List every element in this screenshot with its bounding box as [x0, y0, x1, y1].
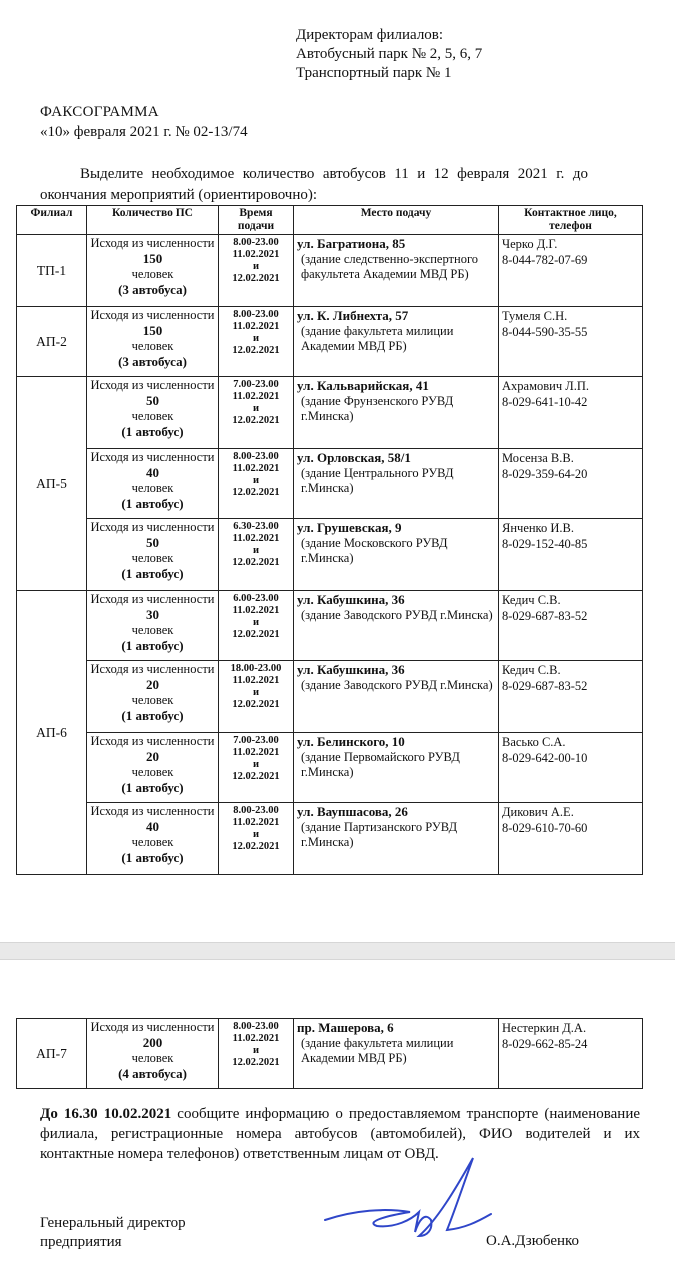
time-cell: [219, 1019, 294, 1089]
date-second: 12.02.2021: [232, 1057, 280, 1068]
quantity-unit: человек: [131, 267, 174, 281]
signer-title-line: Генеральный директор: [40, 1215, 186, 1231]
time-cell: [219, 803, 294, 875]
date-and: и: [252, 333, 260, 344]
time-cell: [219, 519, 294, 591]
time-range: 8.00-23.00: [233, 805, 279, 816]
place-cell: [294, 377, 499, 449]
signer-name: О.А.Дзюбенко: [486, 1233, 580, 1249]
handwritten-signature: [315, 1150, 495, 1250]
quantity-unit: человек: [131, 835, 174, 849]
contact-phone: 8-029-662-85-24: [502, 1037, 588, 1051]
quantity-cell: [87, 377, 219, 449]
bus-count: (1 автобус): [121, 496, 184, 511]
place-description: (здание Заводского РУВД г.Минска): [301, 678, 493, 692]
col-header-branch: Филиал: [17, 206, 87, 235]
contact-cell: [499, 519, 643, 591]
date-second: 12.02.2021: [232, 345, 280, 356]
date-and: и: [252, 403, 260, 414]
date-second: 12.02.2021: [232, 699, 280, 710]
bus-count: (1 автобус): [121, 424, 184, 439]
date-and: и: [252, 475, 260, 486]
contact-cell: [499, 803, 643, 875]
bus-count: (1 автобус): [121, 708, 184, 723]
time-range: 8.00-23.00: [233, 451, 279, 462]
contact-cell: [499, 307, 643, 377]
street-address: ул. Белинского, 10: [297, 734, 405, 749]
place-description: (здание следственно-экспертного факультета Академии МВД РБ): [301, 252, 479, 281]
place-description: (здание факультета милиции Академии МВД РБ): [301, 1036, 454, 1065]
date-second: 12.02.2021: [232, 557, 280, 568]
date-first: 11.02.2021: [232, 675, 280, 686]
quantity-number: 150: [142, 251, 163, 266]
table-header-row: [17, 206, 643, 235]
table-row: [17, 1019, 643, 1089]
time-cell: [219, 307, 294, 377]
contact-name: Черко Д.Г.: [502, 237, 558, 251]
place-cell: [294, 733, 499, 803]
contact-phone: 8-029-642-00-10: [502, 751, 588, 765]
contact-phone: 8-029-641-10-42: [502, 395, 588, 409]
quantity-unit: человек: [131, 481, 174, 495]
date-and: и: [252, 545, 260, 556]
street-address: ул. К. Либнехта, 57: [297, 308, 409, 323]
table-row: [17, 449, 643, 519]
date-and: и: [252, 829, 260, 840]
quantity-unit: человек: [131, 623, 174, 637]
table-row: [17, 661, 643, 733]
contact-name: Нестеркин Д.А.: [502, 1021, 587, 1035]
contact-name: Дикович А.Е.: [502, 805, 574, 819]
date-first: 11.02.2021: [232, 391, 280, 402]
date-and: и: [252, 687, 260, 698]
place-description: (здание факультета милиции Академии МВД РБ): [301, 324, 454, 353]
quantity-cell: [87, 235, 219, 307]
col-header-place: Место подачу: [294, 206, 499, 235]
signer-title: [40, 1214, 186, 1252]
quantity-prefix: Исходя из численности: [90, 450, 215, 464]
contact-cell: [499, 1019, 643, 1089]
quantity-unit: человек: [131, 339, 174, 353]
time-range: 8.00-23.00: [233, 237, 279, 248]
contact-name: Васько С.А.: [502, 735, 566, 749]
place-cell: [294, 803, 499, 875]
quantity-number: 50: [146, 535, 159, 550]
quantity-unit: человек: [131, 1051, 174, 1065]
date-second: 12.02.2021: [232, 415, 280, 426]
table-row: [17, 733, 643, 803]
quantity-number: 30: [146, 607, 159, 622]
place-cell: [294, 1019, 499, 1089]
time-cell: [219, 449, 294, 519]
quantity-number: 20: [146, 677, 159, 692]
contact-cell: [499, 377, 643, 449]
document-type: ФАКСОГРАММА: [40, 104, 159, 120]
street-address: ул. Кальварийская, 41: [297, 378, 429, 393]
street-address: пр. Машерова, 6: [297, 1020, 394, 1035]
date-first: 11.02.2021: [232, 533, 280, 544]
bus-count: (1 автобус): [121, 850, 184, 865]
date-first: 11.02.2021: [232, 747, 280, 758]
quantity-prefix: Исходя из численности: [90, 308, 215, 322]
contact-name: Тумеля С.Н.: [502, 309, 568, 323]
table-row: [17, 307, 643, 377]
place-description: (здание Московского РУВД г.Минска): [301, 536, 448, 565]
time-range: 8.00-23.00: [233, 309, 279, 320]
contact-name: Мосенза В.В.: [502, 451, 574, 465]
contact-phone: 8-029-610-70-60: [502, 821, 588, 835]
time-range: 8.00-23.00: [233, 1021, 279, 1032]
buses-table: [16, 205, 643, 875]
branch-cell: АП-2: [17, 307, 87, 377]
quantity-cell: [87, 591, 219, 661]
place-description: (здание Центрального РУВД г.Минска): [301, 466, 454, 495]
time-range: 6.00-23.00: [233, 593, 279, 604]
contact-phone: 8-029-687-83-52: [502, 609, 588, 623]
place-description: (здание Первомайского РУВД г.Минска): [301, 750, 460, 779]
col-header-contact: Контактное лицо, телефон: [499, 206, 643, 235]
time-range: 18.00-23.00: [230, 663, 282, 674]
date-second: 12.02.2021: [232, 487, 280, 498]
table-row: [17, 519, 643, 591]
col-header-quantity: Количество ПС: [87, 206, 219, 235]
place-cell: [294, 449, 499, 519]
branch-cell: АП-6: [17, 591, 87, 875]
quantity-unit: человек: [131, 551, 174, 565]
quantity-cell: [87, 307, 219, 377]
bus-count: (1 автобус): [121, 638, 184, 653]
quantity-cell: [87, 803, 219, 875]
date-and: и: [252, 1045, 260, 1056]
quantity-prefix: Исходя из численности: [90, 804, 215, 818]
quantity-number: 20: [146, 749, 159, 764]
table-row: [17, 591, 643, 661]
place-description: (здание Партизанского РУВД г.Минска): [301, 820, 458, 849]
date-and: и: [252, 759, 260, 770]
table-row: [17, 377, 643, 449]
intro-paragraph: Выделите необходимое количество автобусов 11 и 12 февраля 2021 г. до окончания мероприятий (ориентировочно):: [40, 166, 588, 203]
quantity-prefix: Исходя из численности: [90, 734, 215, 748]
bus-count: (3 автобуса): [118, 354, 187, 369]
place-cell: [294, 235, 499, 307]
addressee-line: Директорам филиалов:: [296, 27, 444, 43]
street-address: ул. Кабушкина, 36: [297, 592, 405, 607]
street-address: ул. Грушевская, 9: [297, 520, 402, 535]
date-and: и: [252, 617, 260, 628]
date-first: 11.02.2021: [232, 1033, 280, 1044]
bus-count: (4 автобуса): [118, 1066, 187, 1081]
time-range: 7.00-23.00: [233, 735, 279, 746]
place-cell: [294, 591, 499, 661]
time-cell: [219, 733, 294, 803]
branch-cell: АП-5: [17, 377, 87, 591]
quantity-cell: [87, 449, 219, 519]
deadline: До 16.30 10.02.2021: [40, 1106, 172, 1122]
quantity-number: 50: [146, 393, 159, 408]
bus-count: (1 автобус): [121, 780, 184, 795]
request-text: сообщите информацию о предоставляемом транспорте (наименование филиала, регистрационные номера автобусов (автомобилей), ФИО водителей и их контактные номера телефонов) ответственным лицам от ОВД.: [40, 1106, 640, 1162]
date-second: 12.02.2021: [232, 841, 280, 852]
time-cell: [219, 235, 294, 307]
bus-count: (1 автобус): [121, 566, 184, 581]
date-first: 11.02.2021: [232, 463, 280, 474]
contact-name: Ахрамович Л.П.: [502, 379, 589, 393]
quantity-number: 40: [146, 465, 159, 480]
bus-count: (3 автобуса): [118, 282, 187, 297]
quantity-unit: человек: [131, 765, 174, 779]
document-date-number: «10» февраля 2021 г. № 02-13/74: [40, 124, 248, 140]
buses-table-page-2: [16, 1018, 643, 1089]
contact-phone: 8-029-687-83-52: [502, 679, 588, 693]
quantity-prefix: Исходя из численности: [90, 236, 215, 250]
branch-cell: ТП-1: [17, 235, 87, 307]
contact-phone: 8-029-152-40-85: [502, 537, 588, 551]
quantity-number: 200: [142, 1035, 163, 1050]
contact-cell: [499, 733, 643, 803]
date-second: 12.02.2021: [232, 629, 280, 640]
contact-phone: 8-044-590-35-55: [502, 325, 588, 339]
time-range: 7.00-23.00: [233, 379, 279, 390]
date-second: 12.02.2021: [232, 771, 280, 782]
quantity-prefix: Исходя из численности: [90, 378, 215, 392]
quantity-prefix: Исходя из численности: [90, 1020, 215, 1034]
time-range: 6.30-23.00: [233, 521, 279, 532]
date-second: 12.02.2021: [232, 273, 280, 284]
quantity-unit: человек: [131, 693, 174, 707]
quantity-cell: [87, 733, 219, 803]
street-address: ул. Ваупшасова, 26: [297, 804, 408, 819]
addressee-block: [296, 26, 482, 83]
date-and: и: [252, 261, 260, 272]
time-cell: [219, 661, 294, 733]
contact-cell: [499, 449, 643, 519]
contact-cell: [499, 591, 643, 661]
street-address: ул. Орловская, 58/1: [297, 450, 411, 465]
date-first: 11.02.2021: [232, 249, 280, 260]
page-separator: [0, 942, 675, 960]
quantity-prefix: Исходя из численности: [90, 662, 215, 676]
branch-cell: АП-7: [17, 1019, 87, 1089]
time-cell: [219, 377, 294, 449]
contact-name: Кедич С.В.: [502, 663, 561, 677]
quantity-prefix: Исходя из численности: [90, 592, 215, 606]
addressee-line: Транспортный парк № 1: [296, 65, 452, 81]
place-description: (здание Фрунзенского РУВД г.Минска): [301, 394, 454, 423]
date-first: 11.02.2021: [232, 321, 280, 332]
contact-phone: 8-044-782-07-69: [502, 253, 588, 267]
table-row: [17, 235, 643, 307]
quantity-prefix: Исходя из численности: [90, 520, 215, 534]
signer-title-line: предприятия: [40, 1234, 122, 1250]
street-address: ул. Кабушкина, 36: [297, 662, 405, 677]
quantity-number: 40: [146, 819, 159, 834]
quantity-cell: [87, 519, 219, 591]
quantity-cell: [87, 661, 219, 733]
date-first: 11.02.2021: [232, 817, 280, 828]
contact-name: Янченко И.В.: [502, 521, 574, 535]
contact-cell: [499, 235, 643, 307]
place-cell: [294, 661, 499, 733]
street-address: ул. Багратиона, 85: [297, 236, 406, 251]
place-description: (здание Заводского РУВД г.Минска): [301, 608, 493, 622]
table-row: [17, 803, 643, 875]
contact-phone: 8-029-359-64-20: [502, 467, 588, 481]
place-cell: [294, 307, 499, 377]
addressee-line: Автобусный парк № 2, 5, 6, 7: [296, 46, 483, 62]
time-cell: [219, 591, 294, 661]
contact-name: Кедич С.В.: [502, 593, 561, 607]
date-first: 11.02.2021: [232, 605, 280, 616]
col-header-time: Время подачи: [219, 206, 294, 235]
quantity-unit: человек: [131, 409, 174, 423]
quantity-cell: [87, 1019, 219, 1089]
quantity-number: 150: [142, 323, 163, 338]
contact-cell: [499, 661, 643, 733]
place-cell: [294, 519, 499, 591]
